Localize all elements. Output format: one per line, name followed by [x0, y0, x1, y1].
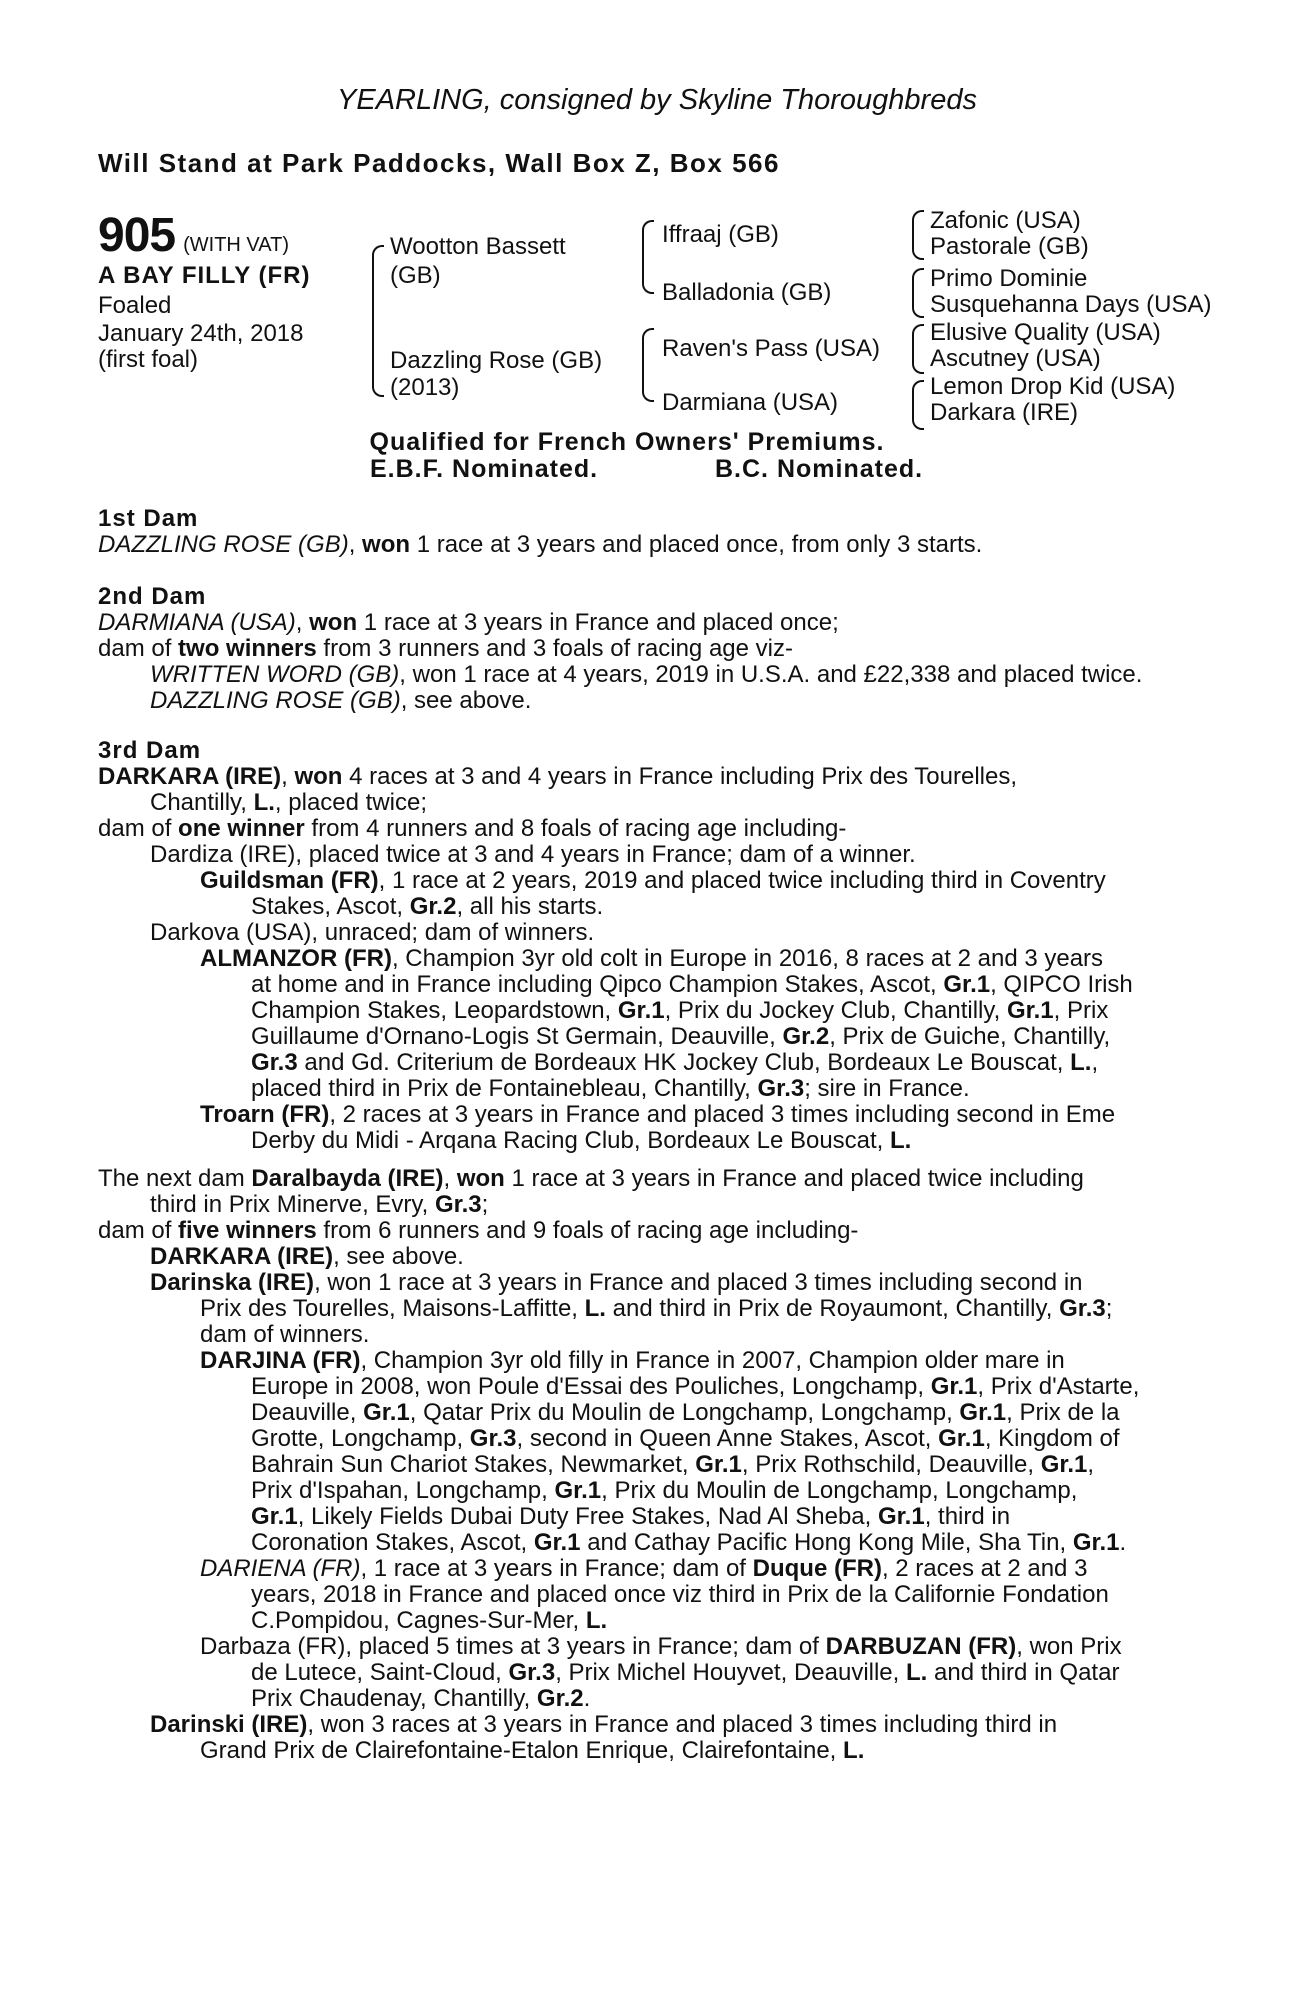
ebf-note: E.B.F. Nominated.: [370, 455, 599, 483]
ped-sire-dam: Balladonia (GB): [662, 279, 832, 306]
grade: Gr.1: [1040, 1451, 1088, 1478]
grade: Gr.1: [363, 1399, 410, 1426]
produce-name: DARKARA (IRE): [150, 1243, 334, 1270]
text: C.Pompidou, Cagnes-Sur-Mer,: [251, 1607, 586, 1634]
grade: Gr.1: [554, 1477, 602, 1504]
foaled-label: Foaled: [98, 292, 172, 319]
text: , Champion 3yr old colt in Europe in 2016, 8 races at 2 and 3 years: [391, 945, 1104, 972]
brace-3a: [912, 210, 924, 260]
brace-3d: [912, 380, 924, 430]
almanzor-line-6: [98, 1076, 1208, 1102]
ped-sire-sire: Iffraaj (GB): [662, 221, 779, 248]
text: ; sire in France.: [804, 1075, 970, 1102]
produce-troarn: [98, 1102, 1208, 1128]
text: 1 race at 3 years in France and placed twice including: [504, 1165, 1084, 1192]
text: , Champion 3yr old filly in France in 2007, Champion older mare in: [360, 1347, 1065, 1374]
brace-3b: [912, 268, 924, 318]
text: and third in Prix de Royaumont, Chantilly,: [605, 1295, 1060, 1322]
ped-sire: Wootton Bassett: [390, 233, 566, 260]
ped-sds: Primo Dominie: [930, 265, 1088, 292]
text: at home and in France including Qipco Champion Stakes, Ascot,: [251, 971, 944, 998]
text: , Qatar Prix du Moulin de Longchamp, Longchamp,: [409, 1399, 960, 1426]
listed-label: L.: [843, 1737, 865, 1764]
ped-dds: Lemon Drop Kid (USA): [930, 373, 1176, 400]
second-dam-name: DARMIANA (USA): [98, 609, 296, 636]
third-dam-text-2: [98, 790, 1208, 816]
text: , Prix Michel Houyvet, Deauville,: [555, 1659, 906, 1686]
produce-darbaza: [98, 1634, 1208, 1660]
text: Derby du Midi - Arqana Racing Club, Bordeaux Le Bouscat,: [251, 1127, 891, 1154]
winners-count: five winners: [178, 1217, 317, 1244]
darjina-line-3: [98, 1400, 1208, 1426]
ped-sire-country: (GB): [390, 262, 441, 289]
second-dam-record: 1 race at 3 years in France and placed once;: [357, 609, 839, 636]
grade: Gr.1: [695, 1451, 742, 1478]
produce-darkova: Darkova (USA), unraced; dam of winners.: [150, 919, 595, 946]
second-dam-heading: 2nd Dam: [98, 583, 207, 610]
text: , won 1 race at 3 years in France and placed 3 times including second in: [314, 1269, 1083, 1296]
text: and Cathay Pacific Hong Kong Mile, Sha Tin,: [580, 1529, 1073, 1556]
first-dam-section: [98, 506, 1208, 558]
text: , second in Queen Anne Stakes, Ascot,: [516, 1425, 939, 1452]
winners-text: from 6 runners and 9 foals of racing age including-: [316, 1217, 859, 1244]
listed-label: L.: [585, 1607, 608, 1634]
produce-record: , won 1 race at 4 years, 2019 in U.S.A. and £22,338 and placed twice.: [399, 661, 1143, 688]
text: Chantilly,: [150, 789, 254, 816]
produce-darjina: [98, 1348, 1208, 1374]
second-dam-section: [98, 584, 1208, 714]
darbaza-line-2: [98, 1660, 1208, 1686]
text: , 1 race at 2 years, 2019 and placed twice including third in Coventry: [378, 867, 1106, 894]
qualified-note: Qualified for French Owners' Premiums.: [369, 428, 885, 456]
listed-label: L.: [890, 1127, 912, 1154]
text: Stakes, Ascot,: [251, 893, 410, 920]
text: , Prix de la: [1006, 1399, 1120, 1426]
grade: Gr.3: [434, 1191, 482, 1218]
darjina-line-5: [98, 1452, 1208, 1478]
listed-label: L.: [253, 789, 275, 816]
dam-line-brace: [642, 328, 654, 402]
text: Guillaume d'Ornano-Logis St Germain, Deauville,: [251, 1023, 783, 1050]
text: Bahrain Sun Chariot Stakes, Newmarket,: [251, 1451, 696, 1478]
ped-dam-dam: Darmiana (USA): [662, 389, 839, 416]
won-label: won: [294, 763, 343, 790]
text: , 2 races at 3 years in France and placed 3 times including second in Eme: [329, 1101, 1116, 1128]
grade: Gr.2: [536, 1685, 584, 1712]
winners-count: one winner: [178, 815, 305, 842]
darbaza-line-3: [98, 1686, 1208, 1712]
third-dam-record: 4 races at 3 and 4 years in France including Prix des Tourelles,: [342, 763, 1018, 790]
text: Deauville,: [251, 1399, 364, 1426]
listed-label: L.: [584, 1295, 606, 1322]
third-dam-name: DARKARA (IRE): [98, 763, 282, 790]
ped-dam-year: (2013): [390, 374, 460, 401]
dam-of-label: dam of: [98, 815, 179, 842]
produce-name: Duque (FR): [752, 1555, 882, 1582]
produce-darkara: [98, 1244, 1208, 1270]
listed-label: L.: [906, 1659, 928, 1686]
ped-dam-sire: Raven's Pass (USA): [662, 335, 880, 362]
text: , Prix: [1053, 997, 1109, 1024]
produce-name: Guildsman (FR): [200, 867, 379, 894]
text: , won 3 races at 3 years in France and placed 3 times including third in: [307, 1711, 1058, 1738]
text: Prix d'Ispahan, Longchamp,: [251, 1477, 555, 1504]
text: , Prix du Jockey Club, Chantilly,: [664, 997, 1007, 1024]
darinska-line-3: dam of winners.: [200, 1321, 370, 1348]
third-dam-text: DARKARA (IRE), won 4 races at 3 and 4 years in France including Prix des Tourelles,: [98, 763, 1018, 790]
text: and Gd. Criterium de Bordeaux HK Jockey Club, Bordeaux Le Bouscat,: [297, 1049, 1071, 1076]
first-dam-heading: 1st Dam: [98, 505, 199, 532]
grade: Gr.1: [617, 997, 665, 1024]
darjina-line-8: [98, 1530, 1208, 1556]
next-dam-text: The next dam Daralbayda (IRE), won 1 race at 3 years in France and placed twice including: [98, 1165, 1084, 1192]
troarn-line-2: [98, 1128, 1208, 1154]
grade: Gr.1: [533, 1529, 581, 1556]
grade: Gr.3: [469, 1425, 517, 1452]
produce-name: DARIENA (FR): [200, 1555, 361, 1582]
first-dam-name: DAZZLING ROSE (GB): [98, 531, 349, 558]
won-label: won: [309, 609, 358, 636]
sire-dam-brace: [372, 245, 384, 397]
winners-text: from 3 runners and 3 foals of racing age viz-: [316, 635, 793, 662]
third-dam-produce: [98, 816, 1208, 842]
produce-darinski: [98, 1712, 1208, 1738]
text: ;: [481, 1191, 489, 1218]
text: , Prix de Guiche, Chantilly,: [829, 1023, 1111, 1050]
produce-record: , see above.: [400, 687, 532, 714]
text: Grand Prix de Clairefontaine-Etalon Enrique, Clairefontaine,: [200, 1737, 844, 1764]
text: , won Prix: [1016, 1633, 1122, 1660]
text: , Prix du Moulin de Longchamp, Longchamp,: [601, 1477, 1078, 1504]
first-dam-record: 1 race at 3 years and placed once, from only 3 starts.: [410, 531, 983, 558]
produce-name: WRITTEN WORD (GB): [150, 661, 400, 688]
ped-dam: Dazzling Rose (GB): [390, 347, 603, 374]
text: , Likely Fields Dubai Duty Free Stakes, Nad Al Sheba,: [297, 1503, 878, 1530]
text: ;: [1105, 1295, 1113, 1322]
darinski-line-2: [98, 1738, 1208, 1764]
produce-name: Darinski (IRE): [150, 1711, 308, 1738]
text: Prix Chaudenay, Chantilly,: [251, 1685, 537, 1712]
listed-label: L.: [1070, 1049, 1092, 1076]
foaled-date: January 24th, 2018: [98, 320, 304, 347]
darjina-line-4: [98, 1426, 1208, 1452]
dam-of-label: dam of: [98, 1217, 179, 1244]
text: , third in: [924, 1503, 1011, 1530]
dariena-line-3: [98, 1608, 1208, 1634]
grade: Gr.1: [959, 1399, 1007, 1426]
text: , 2 races at 2 and 3: [881, 1555, 1088, 1582]
darjina-line-2: [98, 1374, 1208, 1400]
text: , all his starts.: [456, 893, 604, 920]
produce-dariena: [98, 1556, 1208, 1582]
grade: Gr.3: [1059, 1295, 1106, 1322]
next-dam-section: [98, 1166, 1208, 1764]
text: placed third in Prix de Fontainebleau, Chantilly,: [251, 1075, 758, 1102]
bc-note: B.C. Nominated.: [715, 455, 924, 483]
next-dam-name: Daralbayda (IRE): [251, 1165, 444, 1192]
text: ,: [1091, 1049, 1099, 1076]
next-dam-produce: [98, 1218, 1208, 1244]
lot-heading: [98, 208, 289, 263]
first-dam-text: DAZZLING ROSE (GB), won 1 race at 3 years and placed once, from only 3 starts.: [98, 531, 983, 558]
third-dam-heading: 3rd Dam: [98, 737, 202, 764]
text: , see above.: [333, 1243, 464, 1270]
grade: Gr.1: [1072, 1529, 1120, 1556]
winners-text: from 4 runners and 8 foals of racing age including-: [304, 815, 847, 842]
stand-location: Will Stand at Park Paddocks, Wall Box Z, Box 566: [98, 148, 780, 178]
text: , Prix Rothschild, Deauville,: [741, 1451, 1041, 1478]
text: , Kingdom of: [984, 1425, 1120, 1452]
produce-written-word: [98, 662, 1208, 688]
text: Coronation Stakes, Ascot,: [251, 1529, 534, 1556]
darjina-line-7: [98, 1504, 1208, 1530]
text: third in Prix Minerve, Evry,: [150, 1191, 435, 1218]
lot-name: A BAY FILLY (FR): [98, 262, 311, 289]
text: Darbaza (FR), placed 5 times at 3 years in France; dam of: [200, 1633, 826, 1660]
second-dam-text: DARMIANA (USA), won 1 race at 3 years in France and placed once;: [98, 609, 839, 636]
text: .: [1119, 1529, 1127, 1556]
grade: Gr.1: [877, 1503, 925, 1530]
produce-name: DARJINA (FR): [200, 1347, 361, 1374]
grade: Gr.1: [938, 1425, 985, 1452]
dam-of-label: dam of: [98, 635, 179, 662]
text: Europe in 2008, won Poule d'Essai des Pouliches, Longchamp,: [251, 1373, 931, 1400]
first-foal-note: (first foal): [98, 346, 199, 373]
darjina-line-6: [98, 1478, 1208, 1504]
winners-count: two winners: [178, 635, 317, 662]
almanzor-line-4: [98, 1024, 1208, 1050]
vat-note: (WITH VAT): [183, 234, 289, 256]
text: , Prix d'Astarte,: [977, 1373, 1140, 1400]
text: Grotte, Longchamp,: [251, 1425, 470, 1452]
text: Prix des Tourelles, Maisons-Laffitte,: [200, 1295, 585, 1322]
grade: Gr.2: [409, 893, 457, 920]
sire-line-brace: [642, 220, 654, 294]
grade: Gr.3: [508, 1659, 556, 1686]
dariena-line-2: years, 2018 in France and placed once viz third in Prix de la Californie Fondation: [251, 1581, 1109, 1608]
ped-sdd: Susquehanna Days (USA): [930, 291, 1212, 318]
page-header: YEARLING, consigned by Skyline Thoroughbreds: [337, 84, 977, 116]
brace-3c: [912, 324, 924, 374]
text: , placed twice;: [274, 789, 427, 816]
produce-name: Troarn (FR): [200, 1101, 330, 1128]
ped-sss: Zafonic (USA): [930, 207, 1081, 234]
grade: Gr.3: [757, 1075, 805, 1102]
produce-name: DARBUZAN (FR): [825, 1633, 1017, 1660]
text: , 1 race at 3 years in France; dam of: [360, 1555, 753, 1582]
almanzor-line-3: [98, 998, 1208, 1024]
ped-ddd: Darkara (IRE): [930, 399, 1079, 426]
grade: Gr.1: [1006, 997, 1054, 1024]
produce-guildsman: [98, 868, 1208, 894]
text: and third in Qatar: [927, 1659, 1120, 1686]
produce-dazzling-rose: [98, 688, 1208, 714]
almanzor-line-5: [98, 1050, 1208, 1076]
produce-name: DAZZLING ROSE (GB): [150, 687, 401, 714]
second-dam-produce: [98, 636, 1208, 662]
text: , QIPCO Irish: [990, 971, 1133, 998]
ped-dsd: Ascutney (USA): [930, 345, 1101, 372]
grade: Gr.3: [251, 1049, 298, 1076]
grade: Gr.2: [782, 1023, 830, 1050]
ped-dss: Elusive Quality (USA): [930, 319, 1161, 346]
grade: Gr.1: [251, 1503, 298, 1530]
produce-darinska: [98, 1270, 1208, 1296]
text: de Lutece, Saint-Cloud,: [251, 1659, 509, 1686]
ped-ssd: Pastorale (GB): [930, 233, 1089, 260]
grade: Gr.1: [943, 971, 991, 998]
grade: Gr.1: [930, 1373, 978, 1400]
won-label: won: [362, 531, 411, 558]
produce-almanzor: [98, 946, 1208, 972]
next-dam-text-2: [98, 1192, 1208, 1218]
text: Champion Stakes, Leopardstown,: [251, 997, 618, 1024]
third-dam-section: [98, 738, 1208, 1154]
produce-dardiza: Dardiza (IRE), placed twice at 3 and 4 years in France; dam of a winner.: [150, 841, 916, 868]
text: ,: [1087, 1451, 1095, 1478]
guildsman-line-2: [98, 894, 1208, 920]
produce-name: ALMANZOR (FR): [200, 945, 392, 972]
darinska-line-2: [98, 1296, 1208, 1322]
produce-name: Darinska (IRE): [150, 1269, 315, 1296]
almanzor-line-2: [98, 972, 1208, 998]
won-label: won: [456, 1165, 505, 1192]
text: The next dam: [98, 1165, 252, 1192]
text: .: [583, 1685, 591, 1712]
lot-number: 905: [98, 209, 176, 262]
